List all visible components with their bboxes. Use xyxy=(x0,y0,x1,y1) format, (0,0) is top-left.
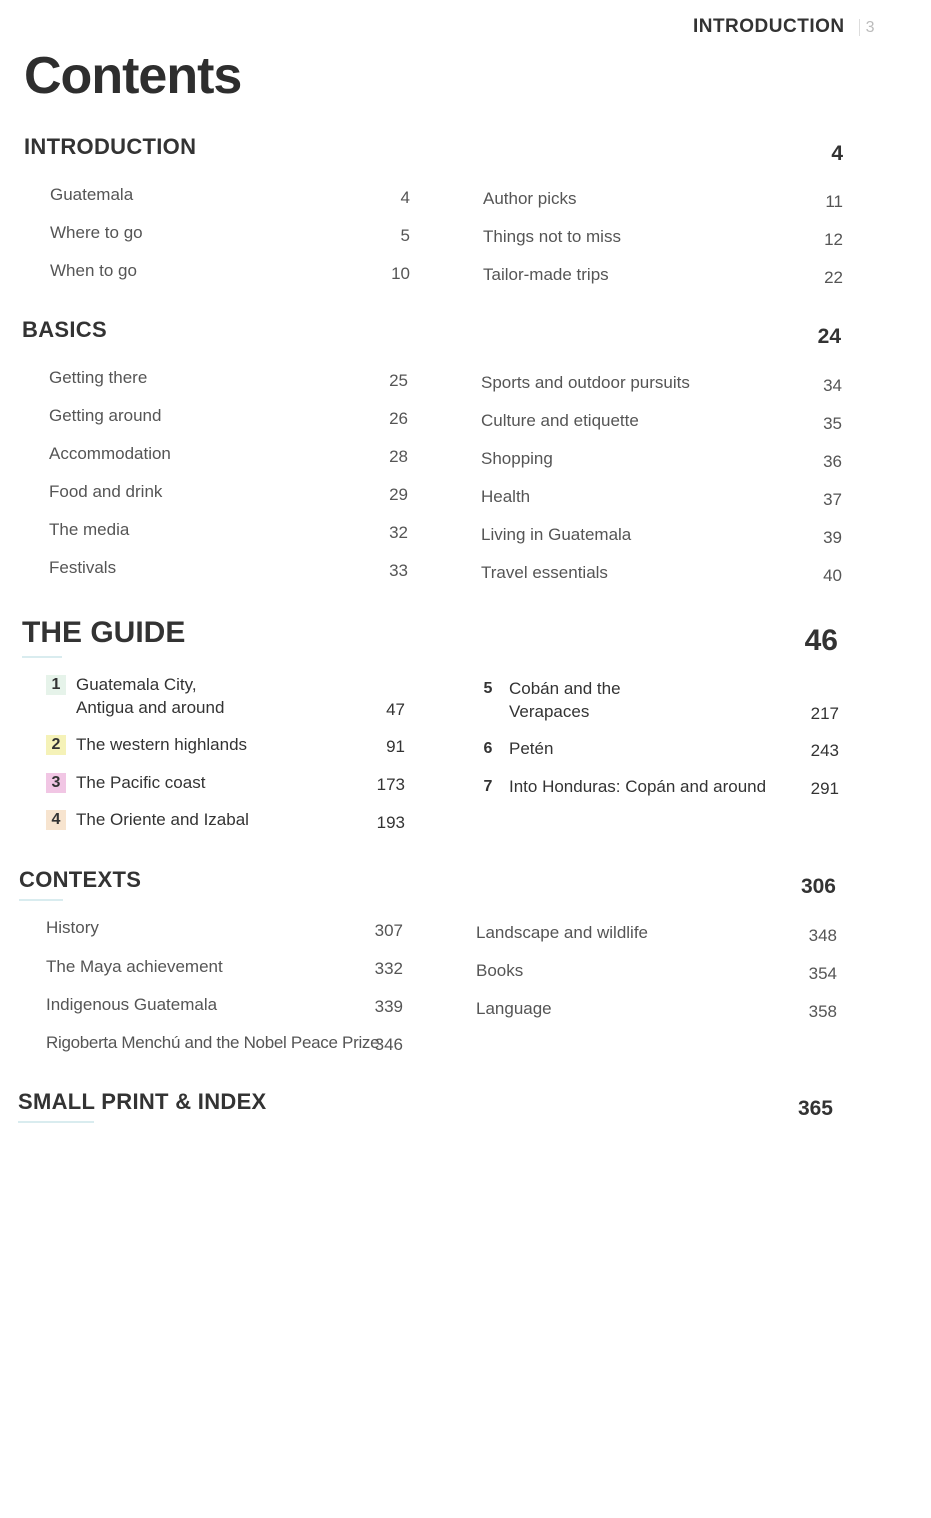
chapter-number-chip: 5 xyxy=(478,679,498,699)
toc-entry[interactable] xyxy=(46,957,223,977)
toc-entry-label: Shopping xyxy=(481,449,553,468)
toc-page-number: 12 xyxy=(824,230,843,249)
toc-page-number: 25 xyxy=(389,371,408,390)
chapter-number-chip: 4 xyxy=(46,810,66,830)
toc-entry-label: Tailor-made trips xyxy=(483,265,609,284)
toc-entry-label: Getting around xyxy=(49,406,162,425)
toc-entry-label: Food and drink xyxy=(49,482,163,501)
toc-page-number: 5 xyxy=(400,226,410,245)
section-page-basics: 24 xyxy=(817,325,841,348)
toc-entry[interactable] xyxy=(483,189,577,209)
toc-entry-label: Things not to miss xyxy=(483,227,621,246)
toc-page-number: 37 xyxy=(823,490,842,509)
chapter-entry-1[interactable] xyxy=(46,674,416,722)
toc-entry-label: Landscape and wildlife xyxy=(476,923,649,942)
chapter-title-line1: The western highlands xyxy=(76,735,248,754)
section-page-small-print: 365 xyxy=(797,1097,833,1120)
toc-entry[interactable] xyxy=(49,482,162,502)
toc-page-number: 339 xyxy=(374,997,403,1016)
toc-entry[interactable] xyxy=(49,558,116,578)
section-underline xyxy=(19,899,63,901)
chapter-page: 91 xyxy=(386,737,405,756)
toc-entry-label: When to go xyxy=(50,261,137,280)
toc-page-number: 358 xyxy=(808,1002,837,1021)
running-head-page: 3 xyxy=(859,19,875,36)
chapter-title-line1: Petén xyxy=(509,739,554,758)
chapter-title-line2: Verapaces xyxy=(509,702,590,721)
chapter-title-line2: Antigua and around xyxy=(76,698,225,717)
toc-page-number: 36 xyxy=(823,452,842,471)
section-page-introduction: 4 xyxy=(831,142,843,165)
chapter-number-chip: 1 xyxy=(46,675,66,695)
toc-entry-label: The media xyxy=(49,520,130,539)
toc-entry-label: Language xyxy=(476,999,552,1018)
section-heading-small-print[interactable]: SMALL PRINT & INDEX xyxy=(18,1089,267,1114)
chapter-title-line1: Into Honduras: Copán and around xyxy=(509,777,767,796)
toc-page-number: 32 xyxy=(389,523,408,542)
toc-page-number: 39 xyxy=(823,528,842,547)
toc-entry-label: Author picks xyxy=(483,189,577,208)
toc-entry[interactable] xyxy=(50,223,143,243)
toc-entry[interactable] xyxy=(481,487,530,507)
toc-entry-label: The Maya achievement xyxy=(46,957,223,976)
toc-page-number: 22 xyxy=(824,268,843,287)
chapter-page: 173 xyxy=(376,775,405,794)
toc-page-number: 35 xyxy=(823,414,842,433)
toc-entry-label: History xyxy=(46,918,99,937)
section-heading-contexts[interactable]: CONTEXTS xyxy=(19,867,142,892)
chapter-title-line1: Guatemala City, xyxy=(76,675,197,694)
toc-page-number: 34 xyxy=(823,376,842,395)
section-underline xyxy=(22,656,62,658)
toc-entry-label: Getting there xyxy=(49,368,148,387)
chapter-page: 47 xyxy=(386,700,405,719)
section-underline xyxy=(18,1121,94,1123)
toc-entry[interactable] xyxy=(483,227,621,247)
toc-entry[interactable] xyxy=(46,995,217,1015)
toc-page-number: 29 xyxy=(389,485,408,504)
toc-page-number: 40 xyxy=(823,566,842,585)
chapter-entry-7[interactable] xyxy=(478,777,848,801)
toc-entry[interactable] xyxy=(476,961,523,981)
toc-entry[interactable] xyxy=(483,265,609,285)
chapter-number-chip: 6 xyxy=(478,739,498,759)
toc-entry[interactable] xyxy=(481,373,690,393)
toc-page-number: 332 xyxy=(374,959,403,978)
section-page-contexts: 306 xyxy=(800,875,836,898)
chapter-entry-2[interactable] xyxy=(46,735,416,759)
toc-entry[interactable] xyxy=(50,185,133,205)
toc-entry-label: Sports and outdoor pursuits xyxy=(481,373,690,392)
toc-entry-label: Accommodation xyxy=(49,444,171,463)
toc-entry-label: Books xyxy=(476,961,524,980)
chapter-title-line1: The Pacific coast xyxy=(76,773,206,792)
toc-entry[interactable] xyxy=(49,520,129,540)
chapter-page: 291 xyxy=(810,779,839,798)
toc-entry-label: Culture and etiquette xyxy=(481,411,639,430)
toc-entry-label: Travel essentials xyxy=(481,563,608,582)
toc-page-number: 346 xyxy=(374,1035,403,1054)
toc-entry[interactable] xyxy=(481,411,639,431)
chapter-number-chip: 7 xyxy=(478,777,498,797)
running-head xyxy=(693,16,875,38)
section-page-guide: 46 xyxy=(804,624,838,657)
toc-entry-label: Where to go xyxy=(50,223,143,242)
toc-entry[interactable] xyxy=(481,563,608,583)
toc-entry[interactable] xyxy=(476,999,552,1019)
toc-entry[interactable] xyxy=(46,1033,379,1053)
chapter-page: 243 xyxy=(810,741,839,760)
toc-entry[interactable] xyxy=(49,368,147,388)
toc-entry-label: Festivals xyxy=(49,558,117,577)
toc-page-number: 11 xyxy=(825,192,843,211)
toc-entry-label: Indigenous Guatemala xyxy=(46,995,218,1014)
toc-entry[interactable] xyxy=(481,449,553,469)
running-head-section: INTRODUCTION xyxy=(692,16,845,37)
toc-entry[interactable] xyxy=(481,525,631,545)
chapter-entry-4[interactable] xyxy=(46,810,416,834)
toc-entry-label: Rigoberta Menchú and the Nobel Peace Prize xyxy=(46,1033,380,1052)
toc-entry-label: Living in Guatemala xyxy=(481,525,632,544)
section-heading-guide[interactable]: THE GUIDE xyxy=(22,616,186,649)
toc-page-number: 354 xyxy=(808,964,837,983)
toc-entry-label: Guatemala xyxy=(50,185,134,204)
chapter-title-line1: The Oriente and Izabal xyxy=(76,810,249,829)
toc-entry[interactable] xyxy=(46,918,99,938)
chapter-title-line1: Cobán and the xyxy=(509,679,621,698)
section-heading-basics[interactable]: BASICS xyxy=(22,317,107,342)
section-heading-introduction[interactable]: INTRODUCTION xyxy=(24,134,197,159)
chapter-entry-5[interactable] xyxy=(478,678,848,726)
toc-page-number: 33 xyxy=(389,561,408,580)
page-title: Contents xyxy=(24,47,242,105)
chapter-number-chip: 2 xyxy=(46,735,66,755)
chapter-entry-3[interactable] xyxy=(46,773,416,797)
toc-page-number: 307 xyxy=(374,921,403,940)
toc-entry-label: Health xyxy=(481,487,531,506)
toc-entry[interactable] xyxy=(49,406,161,426)
toc-entry[interactable] xyxy=(49,444,171,464)
toc-page-number: 26 xyxy=(389,409,408,428)
toc-entry[interactable] xyxy=(50,261,137,281)
chapter-page: 217 xyxy=(810,704,839,723)
chapter-entry-6[interactable] xyxy=(478,739,848,763)
toc-page-number: 10 xyxy=(391,264,410,283)
toc-entry[interactable] xyxy=(476,923,648,943)
toc-page-number: 4 xyxy=(400,188,410,207)
toc-page-number: 28 xyxy=(389,447,408,466)
chapter-number-chip: 3 xyxy=(46,773,66,793)
chapter-page: 193 xyxy=(376,813,405,832)
toc-page-number: 348 xyxy=(808,926,837,945)
